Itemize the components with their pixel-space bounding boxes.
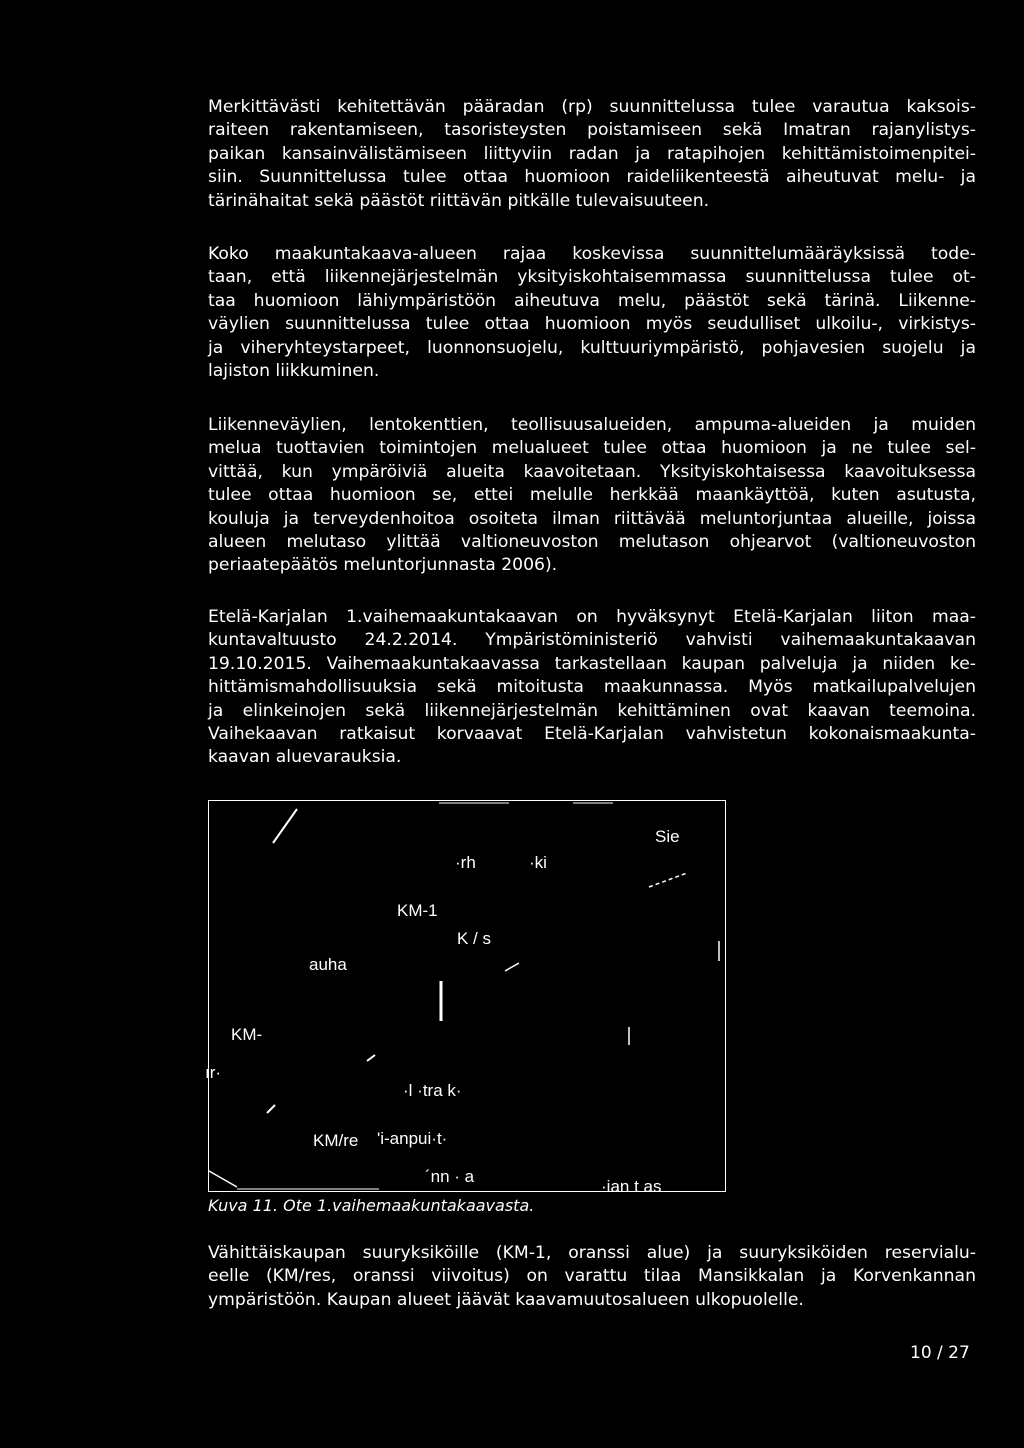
map-label-kmre: KM/re	[313, 1131, 359, 1150]
text-line: tulee ottaa huomioon se, ettei melulle herkkää maankäyttöä, kuten asutusta,	[208, 485, 976, 506]
plan-map-excerpt	[205, 800, 726, 1196]
text-line: raiteen rakentamiseen, tasoristeysten poistamiseen sekä Imatran rajanylistys-	[208, 120, 976, 141]
text-line: siin. Suunnittelussa tulee ottaa huomioon raideliikenteestä aiheutuvat melu- ja	[208, 167, 976, 188]
text-line: tärinähaitat sekä päästöt riittävän pitkälle tulevaisuuteen.	[208, 190, 710, 211]
text-line: kuntavaltuusto 24.2.2014. Ympäristöministeriö vahvisti vaihemaakuntakaavan	[208, 630, 976, 651]
map-label-ks: K / s	[457, 929, 492, 948]
text-line: ympäristöön. Kaupan alueet jäävät kaavamuutosalueen ulkopuolelle.	[208, 1289, 804, 1310]
paragraph-phase-plan	[208, 606, 976, 770]
text-line: ja elinkeinojen sekä liikennejärjestelmän kehittäminen ovat kaavan teemoina.	[208, 700, 976, 721]
map-label-auha: auha	[309, 955, 347, 974]
map-label-nna: ´nn · a	[425, 1167, 475, 1186]
map-label-tra: ·l ·tra k·	[403, 1081, 462, 1100]
map-label-rh: ·rh	[455, 853, 476, 872]
text-line: taan, että liikennejärjestelmän yksityiskohtaisemmassa suunnittelussa tulee ot-	[208, 267, 976, 288]
paragraph-noise-areas	[208, 414, 976, 578]
text-line: alueen melutaso ylittää valtioneuvoston melutason ohjearvot (valtioneuvoston	[208, 532, 976, 553]
text-line: Liikenneväylien, lentokenttien, teollisuusalueiden, ampuma-alueiden ja muiden	[208, 415, 976, 435]
page-number: 10 / 27	[910, 1343, 970, 1363]
text-line: lajiston liikkuminen.	[208, 361, 380, 382]
map-label-km-left: KM-	[231, 1025, 263, 1044]
text-line: väylien suunnittelussa tulee ottaa huomioon myös seudulliset ulkoilu-, virkistys-	[208, 314, 976, 335]
text-line: taa huomioon lähiympäristöön aiheutuva melu, päästöt sekä tärinä. Liikenne-	[208, 290, 976, 311]
text-line: melua tuottavien toimintojen melualueet tulee ottaa huomioon ja ne tulee sel-	[208, 438, 976, 459]
text-line: Merkittävästi kehitettävän pääradan (rp) suunnittelussa tulee varautua kaksois-	[208, 97, 976, 117]
text-line: kouluja ja terveydenhoitoa osoiteta ilman riittävää meluntorjuntaa alueille, joissa	[208, 508, 976, 529]
figure-caption: Kuva 11. Ote 1.vaihemaakuntakaavasta.	[208, 1196, 535, 1215]
map-label-anpui: 'i-anpui·t·	[377, 1129, 448, 1148]
text-line: Etelä-Karjalan 1.vaihemaakuntakaavan on hyväksynyt Etelä-Karjalan liiton maa-	[208, 607, 976, 627]
text-line: ja viheryhteystarpeet, luonnonsuojelu, kulttuuriympäristö, pohjavesien suojelu ja	[208, 337, 976, 358]
text-line: kaavan aluevarauksia.	[208, 747, 402, 768]
map-label-sie: Sie	[655, 827, 680, 846]
map-label-km1: KM-1	[397, 901, 438, 920]
text-line: vittää, kun ympäröiviä alueita kaavoitetaan. Yksityiskohtaisessa kaavoituksessa	[208, 461, 976, 482]
map-label-ki: ·ki	[529, 853, 547, 872]
text-line: hittämismahdollisuuksia sekä mitoitusta maakunnassa. Myös matkailupalvelujen	[208, 677, 976, 698]
text-line: periaatepäätös meluntorjunnasta 2006).	[208, 555, 558, 576]
paragraph-rail-planning	[208, 96, 976, 213]
paragraph-area-regulations	[208, 243, 976, 383]
paragraph-retail-units	[208, 1242, 976, 1312]
text-line: Vähittäiskaupan suuryksiköille (KM-1, oranssi alue) ja suuryksiköiden reservialu-	[208, 1243, 976, 1263]
map-label-ian: ·ian t as	[601, 1177, 662, 1196]
text-line: paikan kansainvälistämiseen liittyviin radan ja ratapihojen kehittämistoimenpitei-	[208, 143, 976, 164]
text-line: Vaihekaavan ratkaisut korvaavat Etelä-Karjalan vahvistetun kokonaismaakunta-	[208, 724, 976, 745]
text-line: 19.10.2015. Vaihemaakuntakaavassa tarkastellaan kaupan palveluja ja niiden ke-	[208, 653, 976, 674]
text-line: Koko maakuntakaava-alueen rajaa koskevissa suunnittelumääräyksissä tode-	[208, 244, 976, 264]
text-line: eelle (KM/res, oranssi viivoitus) on varattu tilaa Mansikkalan ja Korvenkannan	[208, 1266, 976, 1287]
map-label-ir: ır·	[205, 1063, 222, 1082]
